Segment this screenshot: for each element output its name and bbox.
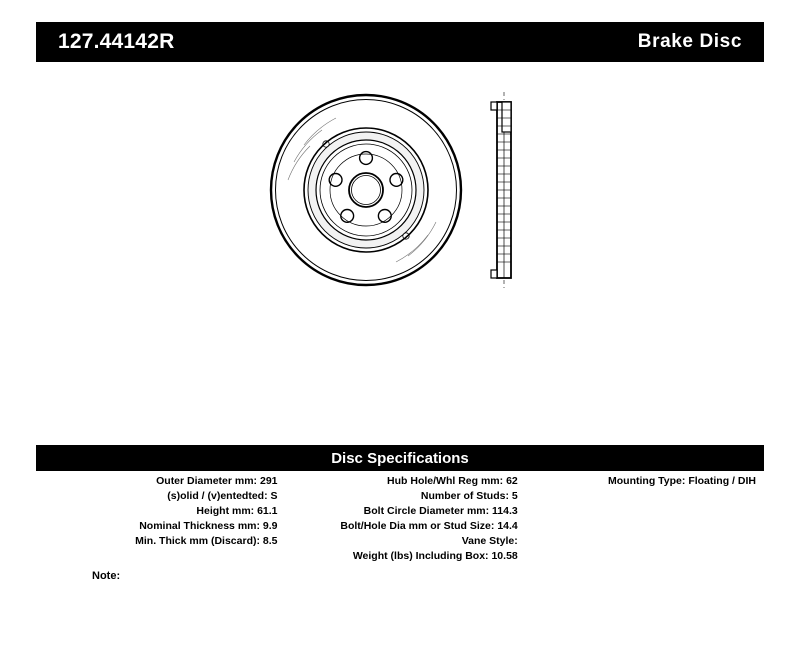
spec-label: (s)olid / (v)entedted: <box>167 490 268 502</box>
spec-row <box>36 504 278 519</box>
technical-drawing <box>36 70 764 430</box>
part-number: 127.44142R <box>58 30 175 53</box>
spec-columns <box>36 474 764 564</box>
spec-value: 291 <box>259 475 278 487</box>
spec-label: Nominal Thickness mm: <box>139 520 260 532</box>
spec-column-middle <box>284 474 524 564</box>
spec-value: 62 <box>506 475 518 487</box>
spec-column-right <box>524 474 764 489</box>
spec-label: Height mm: <box>196 505 255 517</box>
spec-label: Mounting Type: <box>608 475 686 487</box>
spec-label: Vane Style: <box>461 535 518 547</box>
spec-row <box>284 504 518 519</box>
spec-row <box>36 519 278 534</box>
spec-label: Bolt/Hole Dia mm or Stud Size: <box>340 520 495 532</box>
spec-title: Disc Specifications <box>331 449 469 467</box>
brake-rotor-face-view <box>271 95 461 285</box>
brake-rotor-edge-view <box>491 92 511 288</box>
spec-value: 14.4 <box>497 520 518 532</box>
spec-value: 10.58 <box>491 550 518 562</box>
spec-row <box>284 534 518 549</box>
spec-label: Hub Hole/Whl Reg mm: <box>387 475 504 487</box>
spec-row <box>36 534 278 549</box>
spec-row <box>284 519 518 534</box>
spec-value: Floating / DIH <box>688 475 756 487</box>
spec-title-bar <box>36 445 764 471</box>
spec-value: S <box>270 490 278 502</box>
spec-value: 8.5 <box>262 535 278 547</box>
spec-row <box>284 489 518 504</box>
spec-row <box>36 474 278 489</box>
spec-row <box>524 474 756 489</box>
spec-label: Outer Diameter mm: <box>156 475 258 487</box>
spec-value: 61.1 <box>257 505 278 517</box>
spec-value: 5 <box>511 490 518 502</box>
spec-column-left <box>36 474 284 549</box>
spec-value: 114.3 <box>492 505 518 517</box>
spec-value: 9.9 <box>262 520 278 532</box>
note-label: Note: <box>92 570 121 582</box>
product-type-label: Brake Disc <box>637 31 742 52</box>
spec-label: Weight (lbs) Including Box: <box>352 550 489 562</box>
header-bar <box>36 22 764 62</box>
spec-row <box>284 474 518 489</box>
spec-row <box>36 489 278 504</box>
spec-row <box>284 549 518 564</box>
note-row <box>36 570 764 582</box>
spec-label: Min. Thick mm (Discard): <box>135 535 260 547</box>
spec-label: Number of Studs: <box>420 490 509 502</box>
spec-label: Bolt Circle Diameter mm: <box>363 505 490 517</box>
